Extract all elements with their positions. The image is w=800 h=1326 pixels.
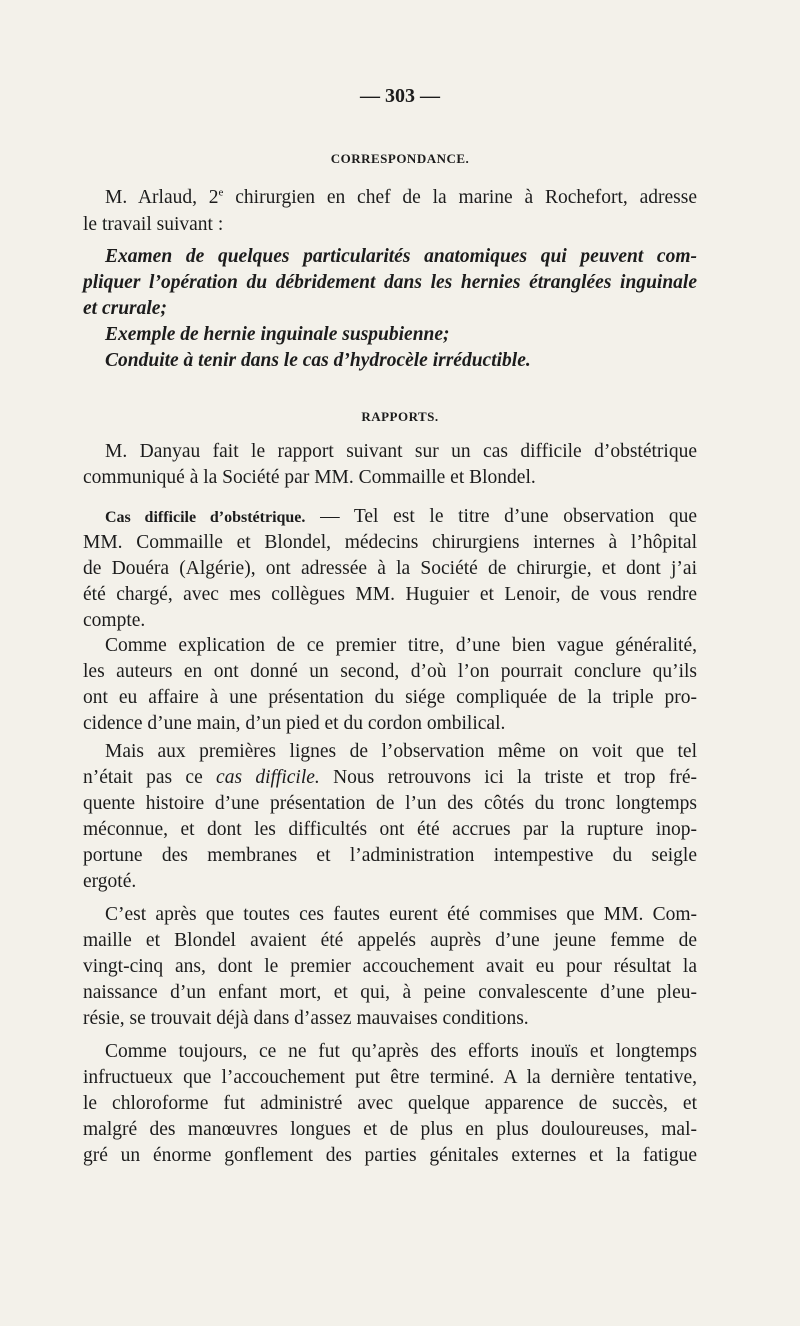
work-title-line: Exemple de hernie inguinale suspubienne; [105, 324, 450, 345]
paragraph-line: Mais aux premières lignes de l’observation même on voit que tel [105, 741, 697, 762]
paragraph-line: maille et Blondel avaient été appelés auprès d’une jeune femme de [83, 930, 697, 951]
paragraph-line: C’est après que toutes ces fautes eurent été commises que MM. Com- [105, 904, 697, 925]
correspondance-intro-line-1: M. Arlaud, 2e chirurgien en chef de la marine à Rochefort, adresse [105, 186, 697, 208]
paragraph-line: quente histoire d’une présentation de l’un des côtés du tronc longtemps [83, 793, 697, 814]
paragraph-line: compte. [83, 610, 146, 631]
paragraph-line: méconnue, et dont les difficultés ont été accrues par la rupture inop- [83, 819, 697, 840]
page-number: — 303 — [360, 85, 440, 107]
paragraph-line: résie, se trouvait déjà dans d’assez mauvaises conditions. [83, 1008, 529, 1029]
work-title-line: Examen de quelques particularités anatomiques qui peuvent com- [105, 246, 697, 267]
work-title-line: et crurale; [83, 298, 167, 319]
case-heading-line: Cas difficile d’obstétrique. — Tel est le titre d’une observation que [105, 506, 697, 527]
paragraph-line: les auteurs en ont donné un second, d’où l’on pourrait conclure qu’ils [83, 661, 697, 682]
rapports-intro-line: M. Danyau fait le rapport suivant sur un cas difficile d’obstétrique [105, 441, 697, 462]
paragraph-line: ont eu affaire à une présentation du siége compliquée de la triple pro- [83, 687, 697, 708]
paragraph-line: de Douéra (Algérie), ont adressée à la Société de chirurgie, et dont j’ai [83, 558, 697, 579]
paragraph-line: vingt-cinq ans, dont le premier accouchement avait eu pour résultat la [83, 956, 697, 977]
section-title-correspondance: CORRESPONDANCE. [330, 151, 470, 166]
work-title-line: pliquer l’opération du débridement dans les hernies étranglées inguinale [83, 272, 697, 293]
paragraph-line: malgré des manœuvres longues et de plus en plus douloureuses, mal- [83, 1119, 697, 1140]
work-title-line: Conduite à tenir dans le cas d’hydrocèle irréductible. [105, 350, 531, 371]
rapports-intro-line: communiqué à la Société par MM. Commaille et Blondel. [83, 467, 536, 488]
paragraph-line: le chloroforme fut administré avec quelque apparence de succès, et [83, 1093, 697, 1114]
section-title-rapports: RAPPORTS. [361, 409, 439, 424]
correspondance-intro-line-2: le travail suivant : [83, 214, 224, 235]
paragraph-line: été chargé, avec mes collègues MM. Huguier et Lenoir, de vous rendre [83, 584, 697, 605]
paragraph-line: Comme explication de ce premier titre, d’une bien vague généralité, [105, 635, 697, 656]
paragraph-line: MM. Commaille et Blondel, médecins chirurgiens internes à l’hôpital [83, 532, 697, 553]
paragraph-line: naissance d’un enfant mort, et qui, à peine convalescente d’une pleu- [83, 982, 697, 1003]
paragraph-line: gré un énorme gonflement des parties génitales externes et la fatigue [83, 1145, 697, 1166]
paragraph-line: cidence d’une main, d’un pied et du cordon ombilical. [83, 713, 506, 734]
paragraph-line: n’était pas ce cas difficile. Nous retrouvons ici la triste et trop fré- [83, 767, 697, 788]
paragraph-line: portune des membranes et l’administration intempestive du seigle [83, 845, 697, 866]
paragraph-line: Comme toujours, ce ne fut qu’après des efforts inouïs et longtemps [105, 1041, 697, 1062]
paragraph-line: infructueux que l’accouchement put être terminé. A la dernière tentative, [83, 1067, 697, 1088]
paragraph-line: ergoté. [83, 871, 137, 892]
case-heading: Cas difficile d’obstétrique. [105, 509, 306, 526]
